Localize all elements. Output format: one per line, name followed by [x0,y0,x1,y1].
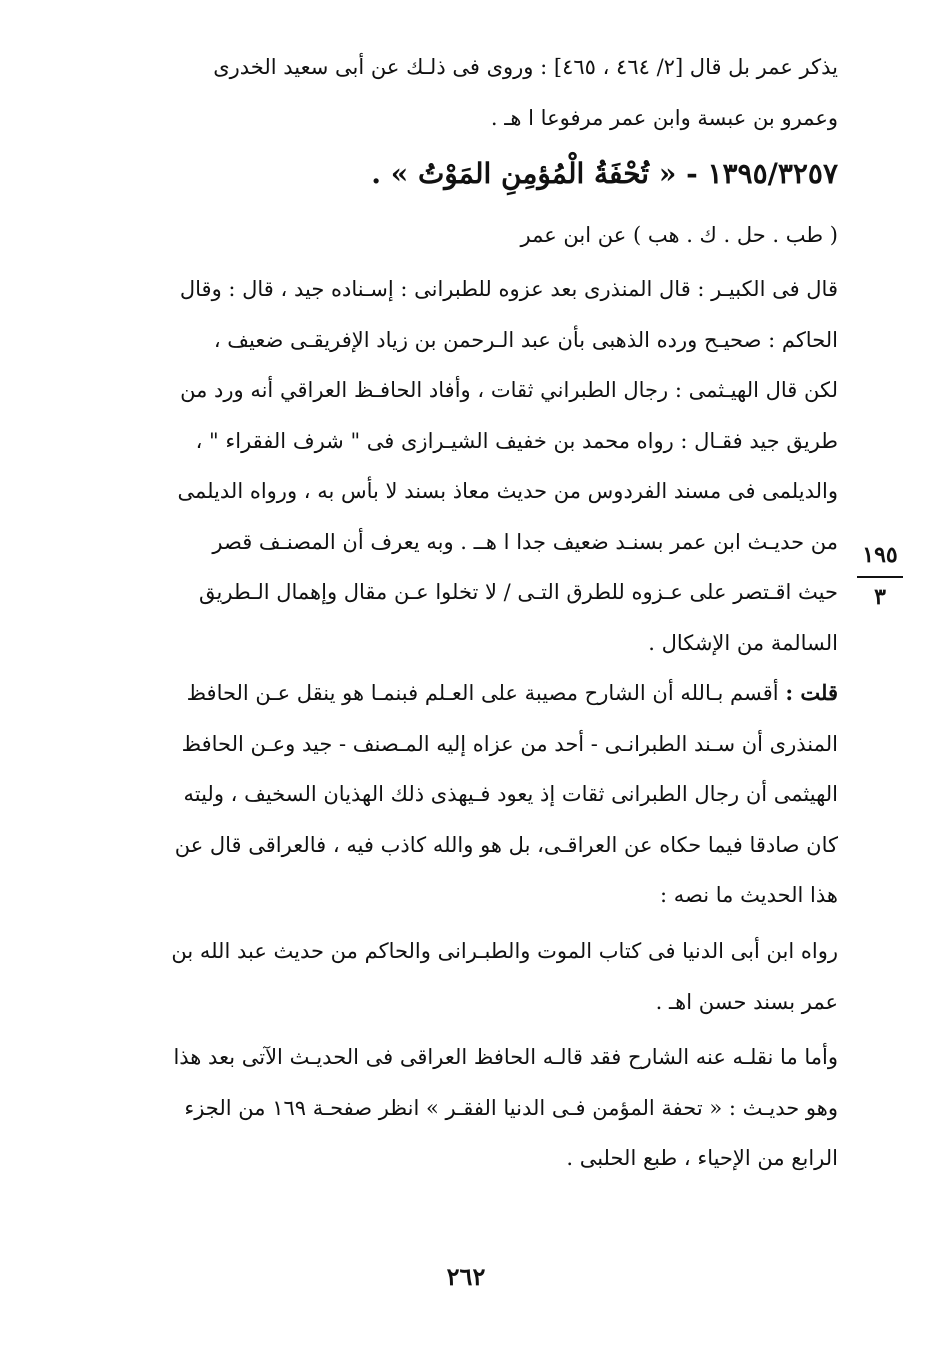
sources-line [130,210,838,261]
margin-reference-volume: ٣ [874,584,886,610]
margin-reference-rule [857,576,903,578]
text-line: ( طب . حل . ك . هب ) عن ابن عمر [520,223,838,247]
hadith-heading: ١٣٩٥/٣٢٥٧ - « تُحْفَةُ الْمُؤمِنِ المَوْتُ » . [371,157,838,190]
text-line: الرابع من الإحياء ، طبع الحلبى . [566,1146,838,1170]
text-line: رواه ابن أبى الدنيا فى كتاب الموت والطبـرانى والحاكم من حديث عبد الله بن [171,939,838,963]
text-line: الهيثمى أن رجال الطبرانى ثقات إذ يعود فـيهذى ذلك الهذيان السخيف ، وليته [183,782,838,806]
text-line: المنذرى أن سـند الطبرانـى - أحد من عزاه إليه المـصنف - جيد وعـن الحافظ [181,731,838,756]
commentary-paragraph [130,264,838,668]
text-line: السالمة من الإشكال . [648,630,838,655]
qult-label: قلت : [785,680,838,705]
quote-paragraph [130,926,838,1027]
text-line: من حديـث ابن عمر بسنـد ضعيف جدا ا هــ . وبه يعرف أن المصنـف قصر [212,529,838,554]
text-line: كان صادقا فيما حكاه عن العراقـى، بل هو والله كاذب فيه ، فالعراقى قال عن [174,832,838,857]
text-line: الحاكم : صحيـح ورده الذهبى بأن عبد الـرحمن بن زياد الإفريقـى ضعيف ، [213,327,838,352]
text-line [130,668,838,719]
margin-reference [852,540,908,612]
text-line: وهو حديـث : « تحفة المؤمن فـى الدنيا الفقـر » انظر صفحـة ١٦٩ من الجزء [184,1095,838,1120]
text-line: حيث اقـتصر على عـزوه للطرق التـى / لا تخلوا عـن مقال وإهمال الـطريق [199,580,838,604]
text-line: وأما ما نقلـه عنه الشارح فقد قالـه الحافظ العراقى فى الحديـث الآتى بعد هذا [173,1045,838,1069]
text-line: عمر بسند حسن اهـ . [655,989,838,1014]
text-line: يذكر عمر بل قال [٢/ ٤٦٤ ، ٤٦٥] : وروى فى ذلـك عن أبى سعيد الخدرى [213,55,838,79]
text-line: طريق جيد فقـال : رواه محمد بن خفيف الشيـرازى فى " شرف الفقراء " ، [195,428,838,453]
intro-paragraph [130,42,838,143]
qult-paragraph [130,668,838,921]
text-line: والديلمى فى مسند الفردوس من حديث معاذ بسند لا بأس به ، ورواه الديلمى [177,479,838,503]
text-line: وعمرو بن عبسة وابن عمر مرفوعا ا هـ . [490,105,838,130]
text-line: هذا الحديث ما نصه : [660,883,838,907]
final-paragraph [130,1032,838,1184]
qult-first-line-text: أقسم بـالله أن الشارح مصيبة على العـلم فبنمـا هو ينقل عـن الحافظ [186,681,779,705]
text-line: لكن قال الهيـثمى : رجال الطبراني ثقات ، وأفاد الحافـظ العراقي أنه ورد من [180,378,838,402]
page-number: ٢٦٢ [446,1262,486,1291]
text-line: قال فى الكبيـر : قال المنذرى بعد عزوه للطبرانى : إسـناده جيد ، قال : وقال [179,277,838,301]
margin-reference-page: ١٩٥ [862,542,898,568]
